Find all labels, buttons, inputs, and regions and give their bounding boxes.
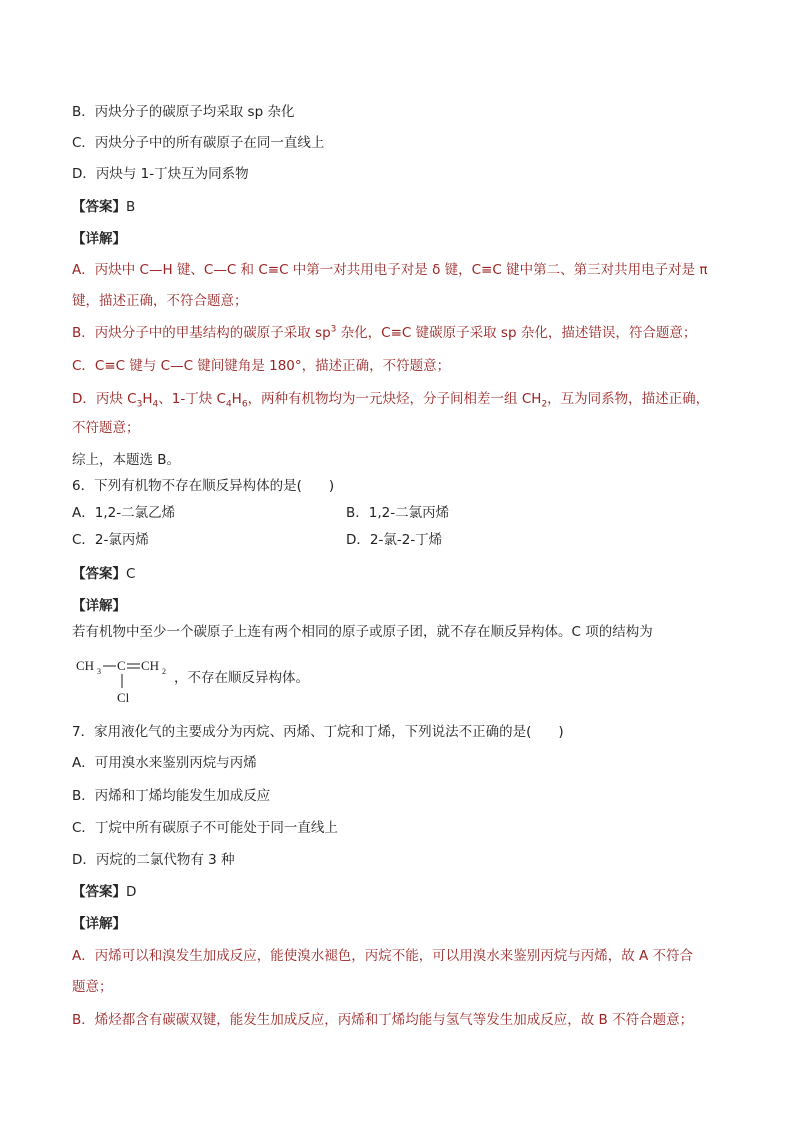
q7-option-b: B．丙烯和丁烯均能发生加成反应 — [72, 788, 271, 804]
answer-label: 【答案】 — [72, 884, 126, 900]
d-sub-3: 4 — [225, 399, 232, 410]
q7-detail-label: 【详解】 — [72, 916, 126, 932]
detail-b-text: B．丙炔分子中的甲基结构的碳原子采取 sp — [72, 325, 331, 341]
d-sub-1: 3 — [136, 399, 143, 410]
d-text-3: 、1-丁炔 C — [158, 391, 226, 407]
q7-detail-a-line2: 题意； — [72, 979, 113, 995]
answer-label: 【答案】 — [72, 199, 126, 215]
q7-option-d: D．丙烷的二氯代物有 3 种 — [72, 852, 235, 868]
q7-stem: 7．家用液化气的主要成分为丙烷、丙烯、丁烷和丁烯，下列说法不正确的是( ) — [72, 724, 564, 740]
structural-formula-2-chloropropene — [74, 654, 174, 706]
q5-option-b: B．丙炔分子的碳原子均采取 sp 杂化 — [72, 104, 295, 120]
q6-detail-label: 【详解】 — [72, 598, 126, 614]
formula-c: C — [117, 658, 126, 673]
answer-value: B — [126, 199, 136, 215]
q5-detail-a-line2: 键，描述正确，不符合题意； — [72, 293, 248, 309]
q5-detail-d-line1 — [72, 389, 709, 409]
q5-answer — [72, 197, 135, 217]
q6-answer — [72, 564, 135, 584]
d-sub-2: 4 — [152, 399, 159, 410]
q5-detail-label: 【详解】 — [72, 231, 126, 247]
q5-detail-a-line1: A．丙炔中 C—H 键、C—C 和 C≡C 中第一对共用电子对是 δ 键，C≡C 键中第二、第三对共用电子对是 π — [72, 262, 708, 278]
q5-detail-d-line2: 不符题意； — [72, 420, 140, 436]
q5-detail-b — [72, 323, 696, 343]
answer-label: 【答案】 — [72, 566, 126, 582]
formula-cl: Cl — [117, 690, 130, 705]
q6-stem: 6．下列有机物不存在顺反异构体的是( ) — [72, 478, 335, 494]
q5-option-c: C．丙炔分子中的所有碳原子在同一直线上 — [72, 135, 325, 151]
d-sub-4: 6 — [241, 399, 248, 410]
formula-ch2: CH — [141, 658, 160, 673]
q7-option-c: C．丁烷中所有碳原子不可能处于同一直线上 — [72, 820, 338, 836]
formula-ch2-sub: 2 — [162, 667, 166, 676]
detail-b-text-rest: 杂化，C≡C 键碳原子采取 sp 杂化，描述错误，符合题意； — [336, 325, 697, 341]
q5-option-d: D．丙炔与 1-丁炔互为同系物 — [72, 166, 249, 182]
q7-option-a: A．可用溴水来鉴别丙烷与丙烯 — [72, 755, 257, 771]
q5-detail-c: C．C≡C 键与 C—C 键间键角是 180°，描述正确，不符题意； — [72, 358, 451, 374]
answer-value: C — [126, 566, 136, 582]
q7-detail-b: B．烯烃都含有碳碳双键，能发生加成反应，丙烯和丁烯均能与氢气等发生加成反应，故 B 不符合题意； — [72, 1012, 694, 1028]
q6-option-c: C．2-氯丙烯 — [72, 532, 149, 548]
formula-ch3-sub: 3 — [97, 667, 101, 676]
q6-option-d: D．2-氯-2-丁烯 — [346, 532, 443, 548]
detail-b-superscript: 3 — [330, 324, 337, 335]
q6-detail-line1: 若有机物中至少一个碳原子上连有两个相同的原子或原子团，就不存在顺反异构体。C 项的结构为 — [72, 624, 653, 640]
q7-answer — [72, 882, 136, 902]
q5-summary: 综上，本题选 B。 — [72, 452, 181, 468]
d-text-5: ，两种有机物均为一元炔烃，分子间相差一组 CH — [247, 391, 542, 407]
q6-detail-line2: ，不存在顺反异构体。 — [174, 670, 309, 686]
q7-detail-a-line1: A．丙烯可以和溴发生加成反应，能使溴水褪色，丙烷不能，可以用溴水来鉴别丙烷与丙烯，故 A 不符合 — [72, 948, 694, 964]
q6-option-b: B．1,2-二氯丙烯 — [346, 505, 450, 521]
d-sub-5: 2 — [541, 399, 548, 410]
d-text-6: ，互为同系物，描述正确， — [547, 391, 710, 407]
q6-option-a: A．1,2-二氯乙烯 — [72, 505, 176, 521]
formula-ch3: CH — [76, 658, 95, 673]
d-text-2: H — [142, 391, 153, 407]
answer-value: D — [126, 884, 137, 900]
d-text-1: D．丙炔 C — [72, 391, 137, 407]
d-text-4: H — [231, 391, 242, 407]
